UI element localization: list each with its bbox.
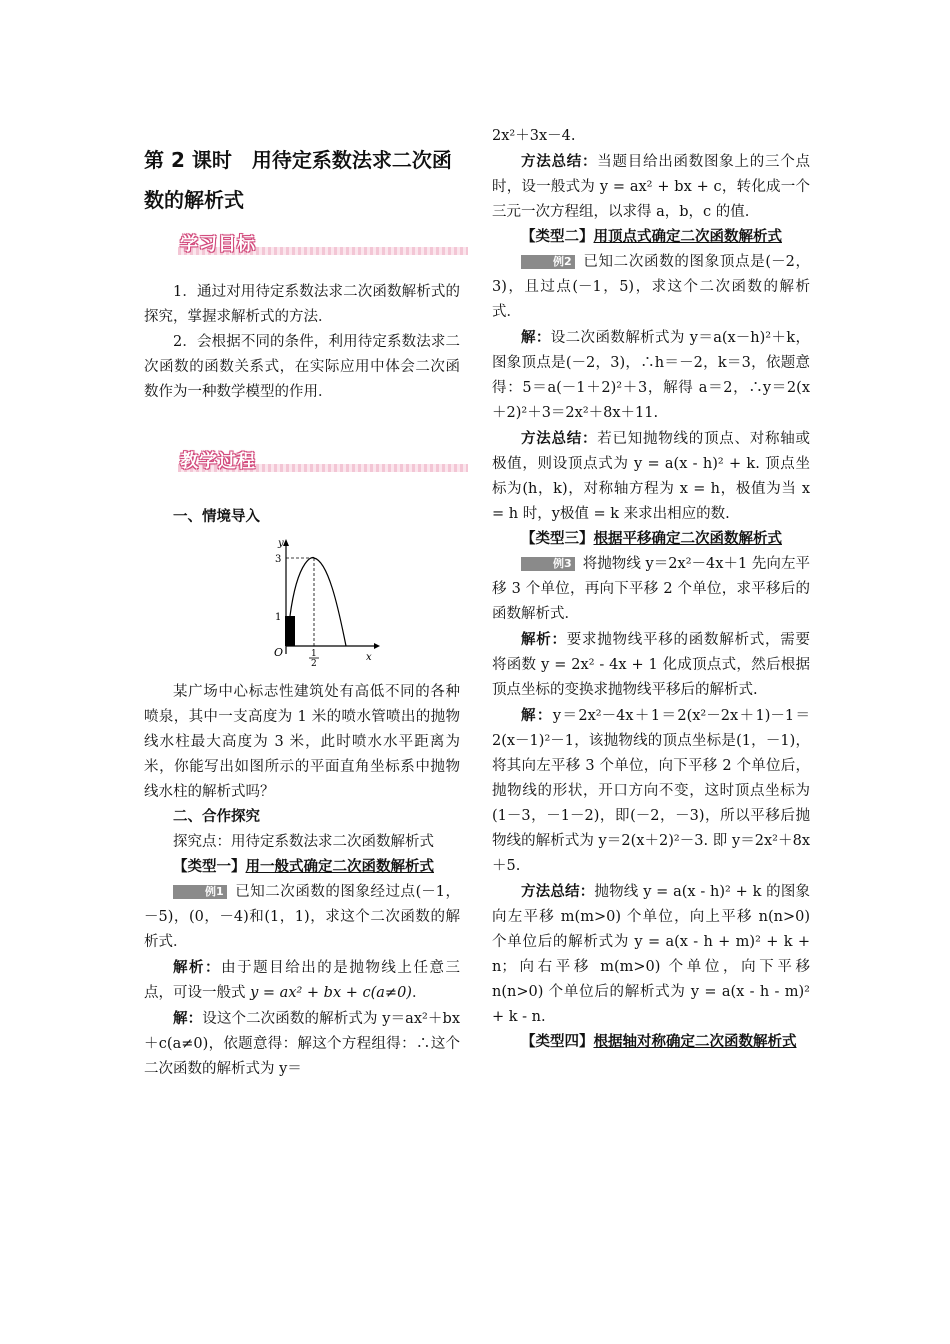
type4-bracket: 【类型四】 <box>521 1034 594 1050</box>
summary-2-text: 若已知抛物线的顶点、对称轴或极值，则设顶点式为 y = a(x - h)² + k. 顶点坐标为(h，k)，对称轴方程为 x = h，极值为当 x = h 时，y极值 = k 来求出相应的数. <box>492 431 810 522</box>
example-1-analysis <box>144 955 460 1006</box>
type3-title: 根据平移确定二次函数解析式 <box>593 531 782 547</box>
example-2 <box>492 250 810 325</box>
example-3-text: 将抛物线 y＝2x²－4x＋1 先向左平移 3 个单位，再向下平移 2 个单位，求平移后的函数解析式． <box>492 556 810 622</box>
goal-1: 1．通过对用待定系数法求二次函数解析式的探究，掌握求解析式的方法． <box>144 284 460 325</box>
left-column <box>144 140 460 1082</box>
half-denominator: 2 <box>311 659 317 666</box>
example-1-text: 已知二次函数的图象经过点(－1，－5)，(0，－4)和(1，1)，求这个二次函数的解析式． <box>144 884 460 950</box>
analysis-3-label: 解析： <box>521 631 567 648</box>
lesson-title: 第 2 课时 用待定系数法求二次函数的解析式 <box>144 148 452 212</box>
type3-bracket: 【类型三】 <box>521 531 594 547</box>
type4-heading <box>492 1030 810 1055</box>
example-3-analysis <box>492 627 810 703</box>
example-2-badge: 例2 <box>521 255 575 269</box>
y-axis-label: y <box>278 538 284 549</box>
analysis-end: ． <box>411 985 427 1001</box>
example-3-solution <box>492 703 810 879</box>
type2-bracket: 【类型二】 <box>521 229 594 245</box>
solution-label: 解： <box>173 1010 203 1027</box>
teaching-process-banner <box>144 451 460 479</box>
solution-2-label: 解： <box>521 329 551 346</box>
solution-3-text: y＝2x²－4x＋1＝2(x²－2x＋1)－1＝2(x－1)²－1，该抛物线的顶点坐标是(1，－1)，将其向左平移 3 个单位，向下平移 2 个单位后，抛物线的形状，开口方向不变，这时顶点坐标为(1－3，－1－2)，即(－2，－3)，所以平移后抛物线的解析式为 y＝2(x＋2)²－3. 即 y＝2x²＋8x＋5. <box>492 708 811 874</box>
example-1-solution <box>144 1006 460 1082</box>
parabola-curve <box>290 557 346 646</box>
summary-2 <box>492 426 810 527</box>
analysis-formula: y = ax² + bx + c(a≠0) <box>250 985 412 1001</box>
type2-title: 用顶点式确定二次函数解析式 <box>593 229 782 245</box>
teaching-process-heading: 教学过程 <box>180 451 256 472</box>
fountain-pipe <box>285 616 295 646</box>
summary-3 <box>492 879 810 1030</box>
goal-2: 2．会根据不同的条件，利用待定系数法求二次函数的函数关系式，在实际应用中体会二次函数作为一种数学模型的作用． <box>144 334 460 400</box>
type3-heading <box>492 527 810 552</box>
example-2-text: 已知二次函数的图象顶点是(－2，3)，且过点(－1，5)，求这个二次函数的解析式． <box>492 254 810 320</box>
analysis-label: 解析： <box>173 959 222 976</box>
example-2-solution <box>492 325 810 426</box>
section-intro-heading: 一、情境导入 <box>173 509 260 525</box>
fountain-figure <box>256 536 386 666</box>
summary-1-text: 当题目给出函数图象上的三个点时，设一般式为 y = ax² + bx + c，转化成一个三元一次方程组，以求得 a，b，c 的值. <box>492 154 810 220</box>
example-3 <box>492 552 810 627</box>
solution-2-text: 设二次函数解析式为 y＝a(x－h)²＋k，图象顶点是(－2，3)，∴h＝－2，k＝3，依题意得：5＝a(－1＋2)²＋3，解得 a＝2，∴y＝2(x＋2)²＋3＝2x²＋8x＋11. <box>492 330 811 421</box>
solution-3-label: 解： <box>521 707 553 724</box>
summary-1 <box>492 149 810 225</box>
right-column <box>492 124 810 1055</box>
parabola-graph <box>256 536 386 666</box>
solution-text: 设这个二次函数的解析式为 y＝ax²＋bx＋c(a≠0)，依题意得：解这个方程组得：∴这个二次函数的解析式为 y＝ <box>144 1011 461 1077</box>
analysis-text: 由于题目给出的是抛物线上任意三点，可设一般式 <box>144 960 461 1001</box>
tick-label-3: 3 <box>275 554 282 565</box>
section-explore-heading: 二、合作探究 <box>173 809 260 825</box>
learning-goals-banner <box>144 234 460 262</box>
type2-heading <box>492 225 810 250</box>
scenario-text: 某广场中心标志性建筑处有高低不同的各种喷泉，其中一支高度为 1 米的喷水管喷出的抛物线水柱最大高度为 3 米，此时喷水水平距离为米，你能写出如图所示的平面直角坐标系中抛物线水柱的解析式吗？ <box>144 684 460 800</box>
x-axis-arrow <box>374 643 380 649</box>
type1-bracket: 【类型一】 <box>173 859 246 875</box>
example-1 <box>144 880 460 955</box>
explore-point: 探究点：用待定系数法求二次函数解析式 <box>173 834 434 850</box>
y-axis-arrow <box>283 539 289 546</box>
learning-goals-heading: 学习目标 <box>180 234 256 255</box>
origin-label: O <box>274 646 284 659</box>
type1-heading <box>144 855 460 880</box>
tick-label-1: 1 <box>275 612 282 623</box>
example-1-badge: 例1 <box>173 885 227 899</box>
summary-1-label: 方法总结： <box>521 153 598 170</box>
type1-title: 用一般式确定二次函数解析式 <box>245 859 434 875</box>
summary-3-label: 方法总结： <box>521 883 595 900</box>
type4-title: 根据轴对称确定二次函数解析式 <box>593 1034 797 1050</box>
summary-2-label: 方法总结： <box>521 430 598 447</box>
analysis-3-text: 要求抛物线平移的函数解析式，需要将函数 y = 2x² - 4x + 1 化成顶点式，然后根据顶点坐标的变换求抛物线平移后的解析式. <box>492 632 810 698</box>
half-numerator: 1 <box>311 649 317 659</box>
x-axis-label: x <box>366 652 372 663</box>
example-3-badge: 例3 <box>521 557 575 571</box>
example-1-solution-end: 2x²＋3x－4. <box>492 128 576 144</box>
summary-3-text: 抛物线 y = a(x - h)² + k 的图象向左平移 m(m>0) 个单位，向上平移 n(n>0) 个单位后的解析式为 y = a(x - h + m)² + k + n；向右平移 m(m>0) 个单位，向下平移 n(n>0) 个单位后的解析式为 y = a(x - h - m)² + k - n. <box>492 884 811 1025</box>
